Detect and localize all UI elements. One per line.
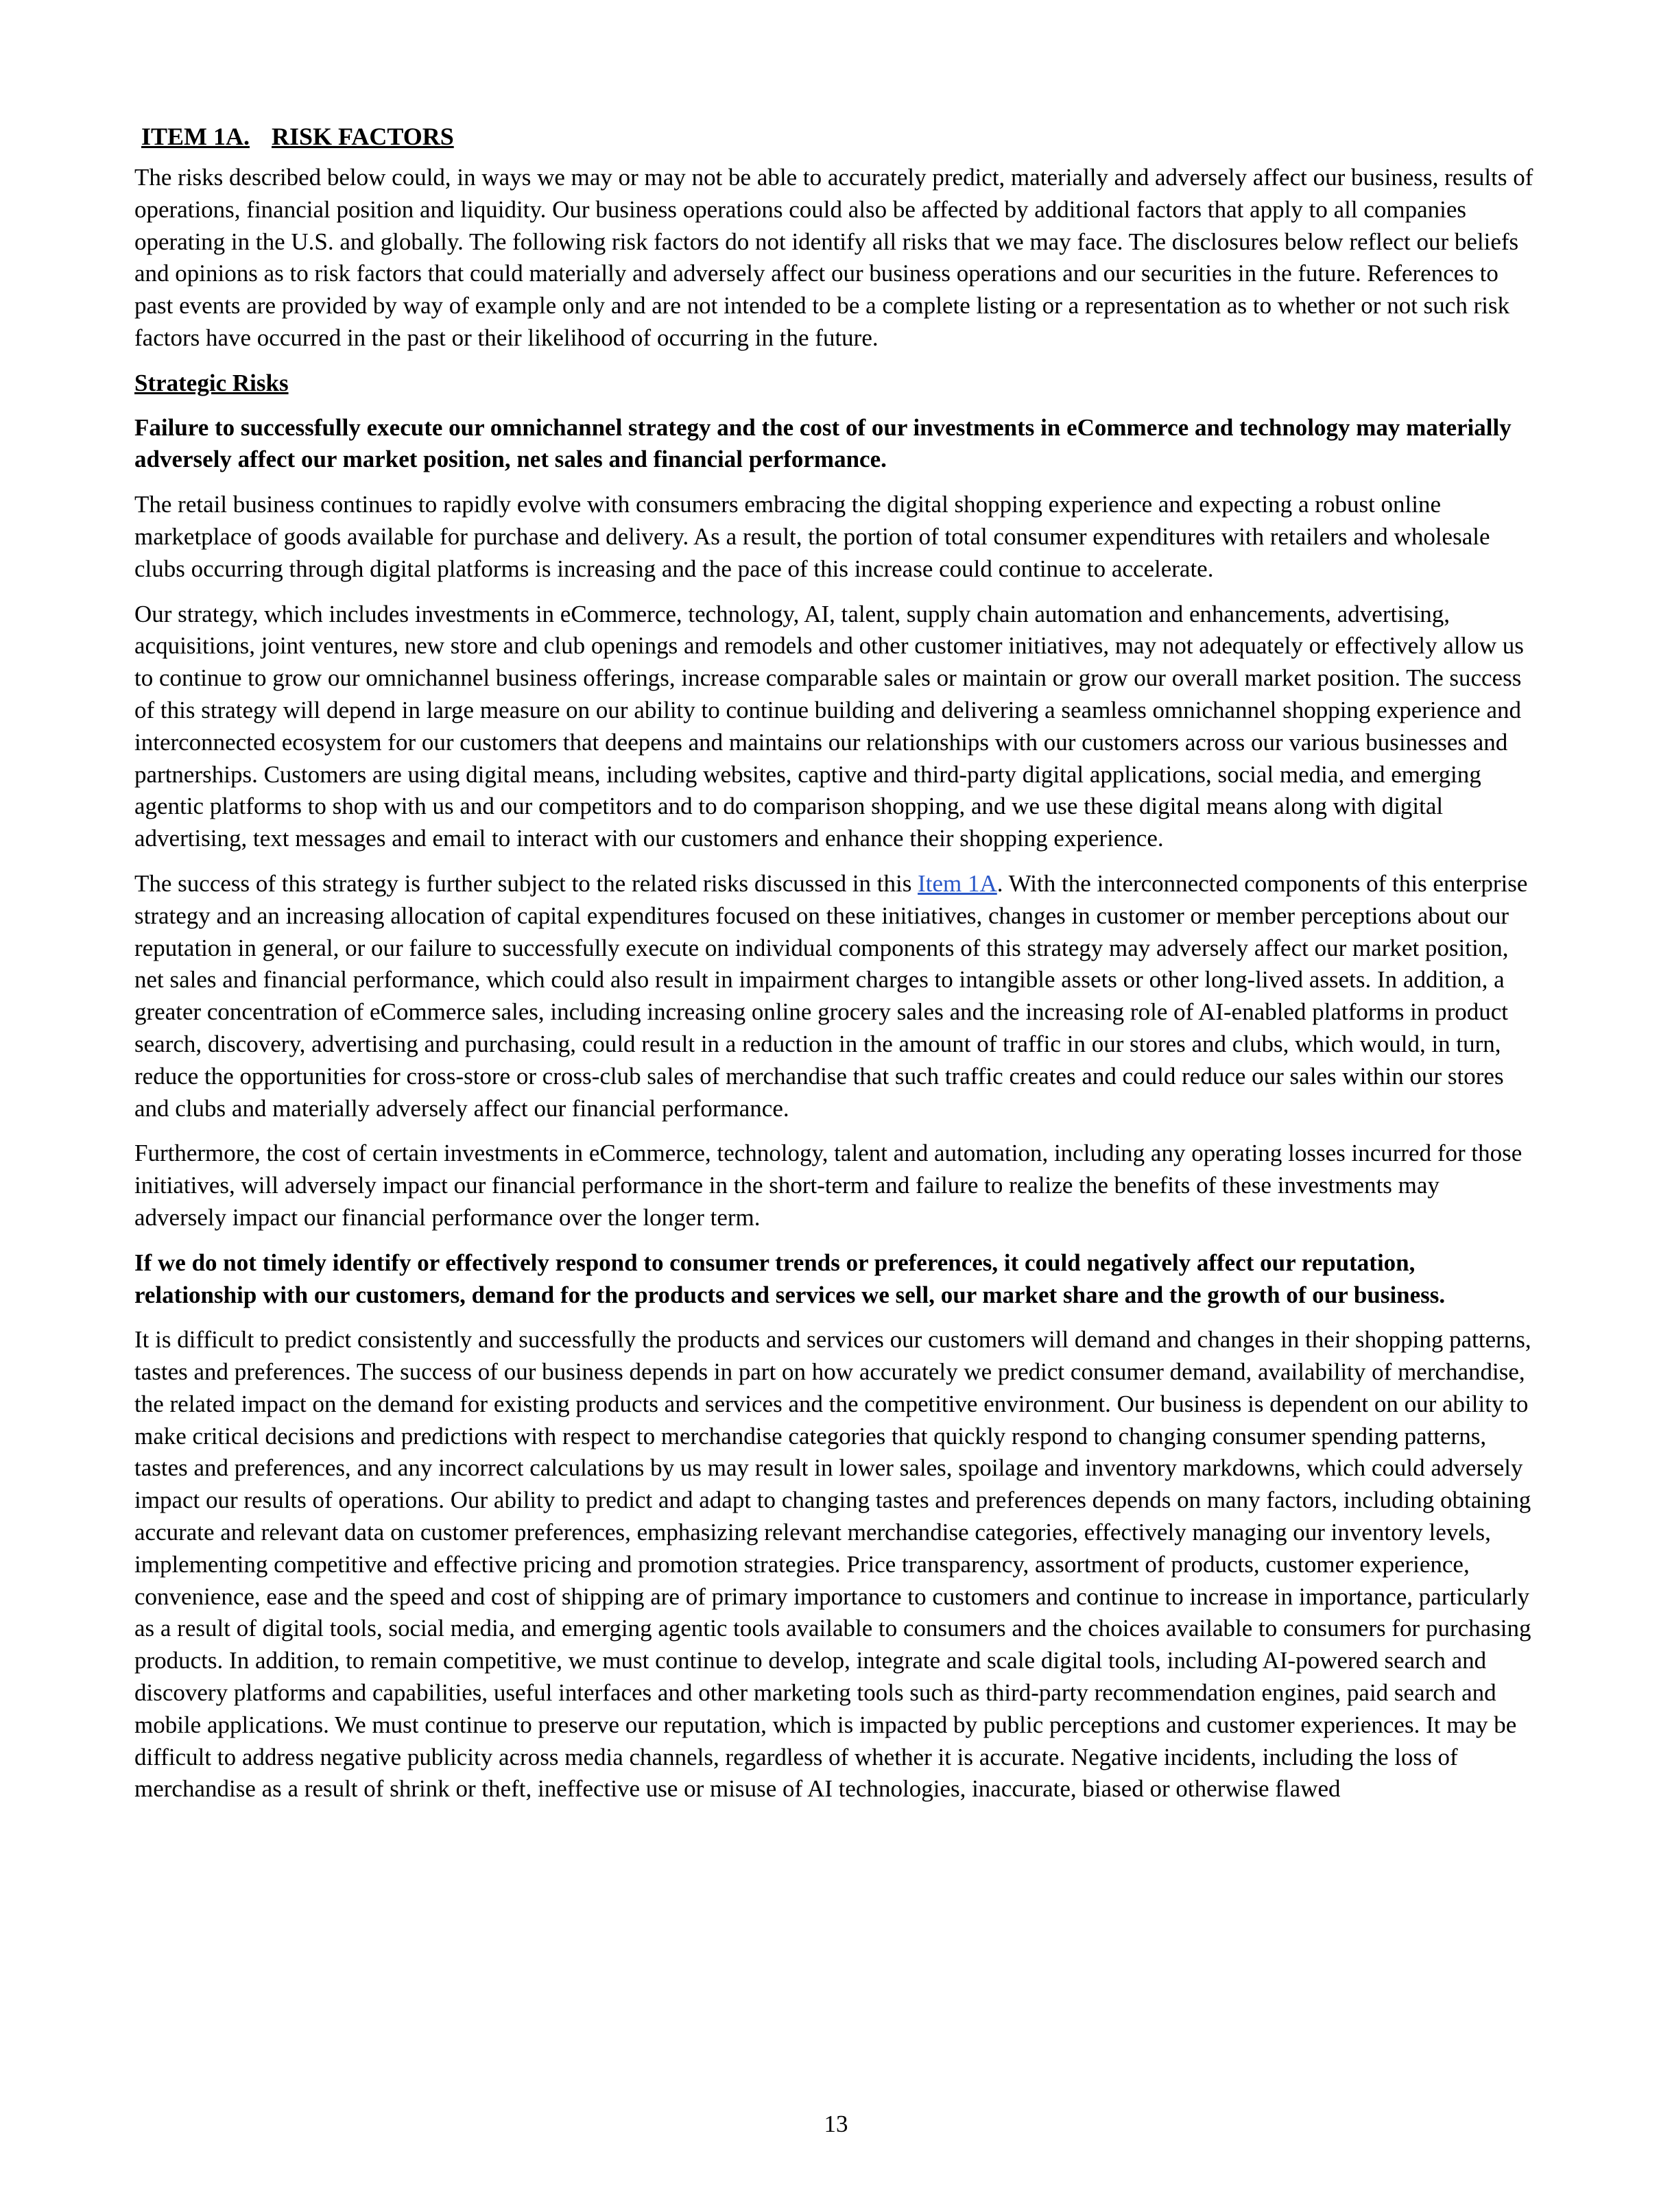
intro-paragraph: The risks described below could, in ways we may or may not be able to accurately predict, materially and adversely affect our business, results of operations, financial position and liquidity. Our business operations could also be affected by additional factors that apply to all companies operating in the U.S. and globally. The following risk factors do not identify all risks that we may face. The disclosures below reflect our beliefs and opinions as to risk factors that could materially and adversely affect our business operations and our securities in the future. References to past events are provided by way of example only and are not intended to be a complete listing or a representation as to whether or not such risk factors have occurred in the past or their likelihood of occurring in the future. xyxy=(134,164,1533,351)
item-title: RISK FACTORS xyxy=(272,123,454,150)
risk-title-omnichannel: Failure to successfully execute our omnichannel strategy and the cost of our investments in eCommerce and technology may materially adversely affect our market position, net sales and financial performance. xyxy=(134,413,1512,473)
document-page xyxy=(134,121,1537,1818)
text-before-link: The success of this strategy is further subject to the related risks discussed in this xyxy=(134,869,918,897)
item-number: ITEM 1A. xyxy=(141,123,250,150)
risk-paragraph: Our strategy, which includes investments in eCommerce, technology, AI, talent, supply chain automation and enhancements, advertising, acquisitions, joint ventures, new store and club openings and remodels and other customer initiatives, may not adequately or effectively allow us to continue to grow our omnichannel business offerings, increase comparable sales or maintain or grow our overall market position. The success of this strategy will depend in large measure on our ability to continue building and delivering a seamless omnichannel shopping experience and interconnected ecosystem for our customers that deepens and maintains our relationships with our customers across our various businesses and partnerships. Customers are using digital means, including websites, captive and third-party digital applications, social media, and emerging agentic platforms to shop with us and our competitors and to do comparison shopping, and we use these digital means along with digital advertising, text messages and email to interact with our customers and enhance their shopping experience. xyxy=(134,600,1524,852)
page-number: 13 xyxy=(824,2111,848,2137)
risk-paragraph: Furthermore, the cost of certain investments in eCommerce, technology, talent and automation, including any operating losses incurred for those initiatives, will adversely impact our financial performance in the short-term and failure to realize the benefits of these investments may adversely impact our financial performance over the longer term. xyxy=(134,1140,1522,1231)
item-1a-link[interactable]: Item 1A xyxy=(918,869,997,897)
item-heading xyxy=(141,121,1537,152)
risk-title-consumer-trends: If we do not timely identify or effectively respond to consumer trends or preferences, it could negatively affect our reputation, relationship with our customers, demand for the products and services we sell, our market share and the growth of our business. xyxy=(134,1249,1446,1308)
risk-paragraph: The retail business continues to rapidly evolve with consumers embracing the digital shopping experience and expecting a robust online marketplace of goods available for purchase and delivery. As a result, the portion of total consumer expenditures with retailers and wholesale clubs occurring through digital platforms is increasing and the pace of this increase could continue to accelerate. xyxy=(134,491,1490,582)
text-after-link: . With the interconnected components of this enterprise strategy and an increasing allocation of capital expenditures focused on these initiatives, changes in customer or member perceptions about our reputation in general, or our failure to successfully execute on individual components of this strategy may adversely affect our market position, net sales and financial performance, which could also result in impairment charges to intangible assets or other long-lived assets. In addition, a greater concentration of eCommerce sales, including increasing online grocery sales and the increasing role of AI-enabled platforms in product search, discovery, advertising and purchasing, could result in a reduction in the amount of traffic in our stores and clubs, which would, in turn, reduce the opportunities for cross-store or cross-club sales of merchandise that such traffic creates and could reduce our sales within our stores and clubs and materially adversely affect our financial performance. xyxy=(134,869,1528,1122)
risk-paragraph-with-link xyxy=(134,868,1537,1125)
section-title: Strategic Risks xyxy=(134,369,289,396)
risk-paragraph: It is difficult to predict consistently and successfully the products and services our customers will demand and changes in their shopping patterns, tastes and preferences. The success of our business depends in part on how accurately we predict consumer demand, availability of merchandise, the related impact on the demand for existing products and services and the competitive environment. Our business is dependent on our ability to make critical decisions and predictions with respect to merchandise categories that quickly respond to changing consumer spending patterns, tastes and preferences, and any incorrect calculations by us may result in lower sales, spoilage and inventory markdowns, which could adversely impact our results of operations. Our ability to predict and adapt to changing tastes and preferences depends on many factors, including obtaining accurate and relevant data on customer preferences, emphasizing relevant merchandise categories, effectively managing our inventory levels, implementing competitive and effective pricing and promotion strategies. Price transparency, assortment of products, customer experience, convenience, ease and the speed and cost of shipping are of primary importance to customers and continue to increase in importance, particularly as a result of digital tools, social media, and emerging agentic tools available to consumers and the choices available to consumers for purchasing products. In addition, to remain competitive, we must continue to develop, integrate and scale digital tools, including AI-powered search and discovery platforms and capabilities, useful interfaces and other marketing tools such as third-party recommendation engines, paid search and mobile applications. We must continue to preserve our reputation, which is impacted by public perceptions and customer experiences. It may be difficult to address negative publicity across media channels, regardless of whether it is accurate. Negative incidents, including the loss of merchandise as a result of shrink or theft, ineffective use or misuse of AI technologies, inaccurate, biased or otherwise flawed xyxy=(134,1326,1531,1803)
